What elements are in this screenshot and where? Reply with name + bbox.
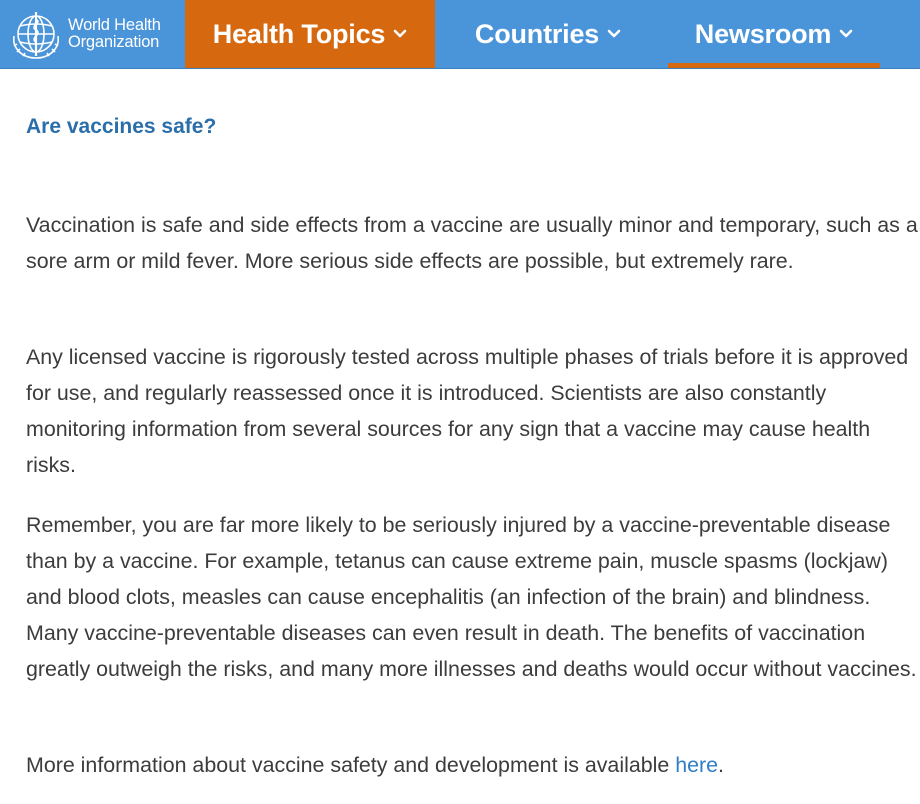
chevron-down-icon [393,29,407,39]
logo-line-1: World Health [68,16,161,34]
article-title: Are vaccines safe? [26,115,217,138]
article-paragraph: Remember, you are far more likely to be seriously injured by a vaccine-preventable disease than by a vaccine. For example, tetanus can cause extreme pain, muscle spasms (lockjaw) and blood clots, measles can cause encephalitis (an infection of the brain) and blindness. Many vaccine-preventable diseases can even result in death. The benefits of vaccination greatly outweigh the risks, and many more illnesses and deaths would occur without vaccines. [26,513,917,681]
who-emblem-icon [8,6,64,62]
more-info-link[interactable]: here [675,753,719,777]
article-paragraph: Vaccination is safe and side effects from a vaccine are usually minor and temporary, such as a sore arm or mild fever. More serious side effects are possible, but extremely rare. [26,213,918,273]
more-info-paragraph [26,747,920,783]
logo-text [68,17,161,51]
nav-countries-label: Countries [474,18,600,49]
more-info-end: . [718,753,724,777]
logo-line-2: Organization [68,33,160,51]
nav-newsroom-label: Newsroom [694,18,832,49]
nav-newsroom[interactable] [668,0,880,68]
nav-countries[interactable] [458,0,638,68]
nav-health-topics-label: Health Topics [212,18,386,49]
chevron-down-icon [607,29,621,39]
nav-health-topics[interactable] [185,0,435,68]
article-paragraph: Any licensed vaccine is rigorously tested across multiple phases of trials before it is approved for use, and regularly reassessed once it is introduced. Scientists are also constantly monitoring information from several sources for any sign that a vaccine may cause health risks. [26,345,909,477]
top-navbar [0,0,920,69]
who-logo[interactable] [8,6,161,62]
more-info-text: More information about vaccine safety and development is available [26,753,676,777]
active-tab-underline [668,63,880,68]
chevron-down-icon [839,29,853,39]
